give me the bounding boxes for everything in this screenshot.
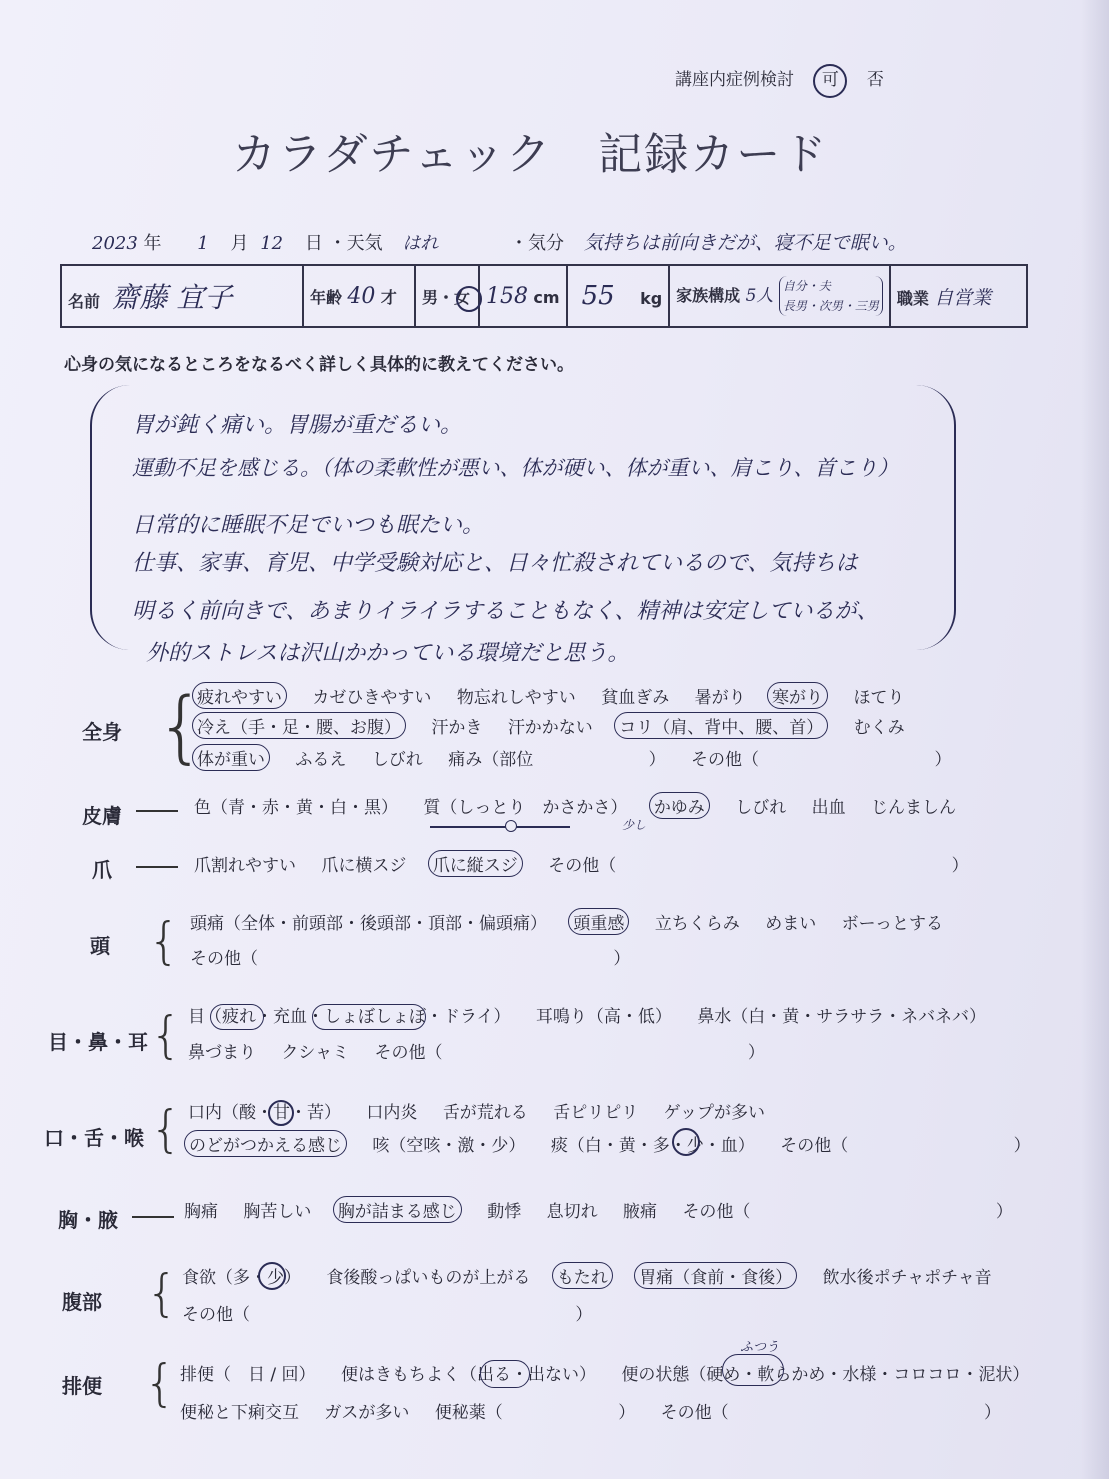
checked-circle <box>672 1128 700 1156</box>
section-tsume: 爪 <box>92 858 112 882</box>
checked-circle <box>480 1360 530 1388</box>
symptom: 耳鳴り（高・低） <box>535 1007 672 1027</box>
checked-circle <box>258 1262 286 1290</box>
weight-unit: kg <box>640 289 663 308</box>
symptom: 便の状態（硬め・軟らかめ・水様・コロコロ・泥状） <box>621 1365 1030 1385</box>
hifu-row-1 <box>194 792 976 819</box>
mune-row-1 <box>184 1196 1033 1223</box>
name-label: 名前 <box>68 292 101 311</box>
paren-close: ） <box>648 750 666 770</box>
family-detail-2: 長男・次男・三男 <box>782 299 879 313</box>
symptom: 咳（空咳・激・少） <box>372 1136 526 1156</box>
case-review-mark <box>675 64 884 98</box>
month-label: 月 <box>230 233 249 254</box>
symptom: 痰（白・黄・多・少・血） <box>550 1136 755 1156</box>
symptom-checked: もたれ <box>552 1262 613 1289</box>
checked-circle <box>210 1004 264 1030</box>
paren-close: ） <box>951 856 969 876</box>
concern-prompt: 心身の気になるところをなるべく詳しく具体的に教えてください。 <box>64 355 574 375</box>
symptom: 便秘と下痢交互 <box>180 1403 299 1423</box>
symptom-other: その他（ <box>548 856 617 876</box>
atama-row-2 <box>190 944 650 969</box>
family-cell <box>669 265 890 327</box>
fukubu-row-2 <box>182 1300 612 1325</box>
symptom-other: その他（ <box>190 949 258 969</box>
symptom: 物忘れしやすい <box>456 688 576 708</box>
symptom: しびれ <box>371 750 423 770</box>
month-value: 1 <box>197 233 209 254</box>
symptom: 飲水後ポチャポチャ音 <box>822 1268 992 1288</box>
symptom: 舌ピリピリ <box>553 1103 639 1123</box>
atama-row-1 <box>190 908 963 935</box>
date-weather-row <box>92 228 907 255</box>
section-zenshin: 全身 <box>82 720 122 744</box>
symptom-checked: 冷え（手・足・腰、お腹） <box>192 712 406 739</box>
symptom: 胸痛 <box>184 1202 218 1222</box>
stool-note: ふつう <box>740 1340 780 1355</box>
age-label: 年齢 <box>310 287 343 307</box>
symptom: 貧血ぎみ <box>601 688 670 708</box>
symptom: 出血 <box>811 798 846 818</box>
concern-line-1: 胃が鈍く痛い。胃腸が重だるい。 <box>132 413 463 438</box>
age-cell <box>303 265 415 327</box>
symptom: 目（疲れ・充血・しょぼしょぼ・ドライ） <box>188 1007 511 1027</box>
age-value: 40 <box>347 283 376 309</box>
family-detail-1: 自分・夫 <box>782 279 831 293</box>
family-label: 家族構成 <box>676 286 741 305</box>
paren-close: ） <box>984 1403 1002 1423</box>
weight-value: 55 <box>581 281 615 311</box>
checked-circle <box>312 1004 426 1030</box>
day-label: 日 <box>304 233 323 254</box>
symptom: 胸苦しい <box>243 1202 312 1222</box>
symptom: 便はきもちよく（出る・出ない） <box>340 1365 596 1385</box>
section-fukubu: 腹部 <box>62 1290 102 1314</box>
symptom: むくみ <box>853 718 905 738</box>
concern-line-6: 外的ストレスは沢山かかっている環境だと思う。 <box>146 641 630 666</box>
section-mehanamimi: 目・鼻・耳 <box>48 1030 148 1054</box>
itch-note: 少し <box>622 818 647 832</box>
brace-icon: { <box>150 1100 182 1158</box>
year-label: 年 <box>143 233 162 254</box>
checked-circle <box>268 1100 294 1126</box>
symptom-checked: のどがつかえる感じ <box>184 1130 347 1157</box>
symptom: 色（青・赤・黄・白・黒） <box>194 798 398 818</box>
symptom: 爪に横スジ <box>321 856 407 876</box>
kuchi-row-2 <box>188 1130 1051 1157</box>
symptom-checked: 体が重い <box>192 744 270 771</box>
paren-close: ） <box>747 1043 765 1063</box>
symptom: めまい <box>765 914 817 934</box>
brace-icon: { <box>144 1354 176 1412</box>
symptom: 動悸 <box>487 1202 522 1222</box>
dash-line <box>136 810 178 812</box>
day-value: 12 <box>260 233 284 254</box>
paren-close: ） <box>995 1202 1013 1222</box>
symptom: 汗かかない <box>507 718 593 738</box>
weather-value: はれ <box>402 233 439 254</box>
height-unit: cm <box>533 287 560 307</box>
section-hifu: 皮膚 <box>82 804 122 828</box>
symptom-other: その他（ <box>660 1403 729 1423</box>
symptom-other: その他（ <box>682 1202 751 1222</box>
symptom: 口内（酸・甘・苦） <box>188 1103 341 1123</box>
family-count: 5人 <box>745 286 774 306</box>
symptom: 汗かき <box>431 718 483 738</box>
section-atama: 頭 <box>90 934 110 958</box>
brace-icon: { <box>156 682 206 772</box>
symptom: 息切れ <box>546 1202 598 1222</box>
symptom: 爪割れやすい <box>194 856 296 876</box>
symptom-other: その他（ <box>374 1043 443 1063</box>
symptom-checked: 爪に縦スジ <box>428 850 523 877</box>
symptom: ほてり <box>853 688 905 708</box>
symptom-checked: 寒がり <box>767 682 828 709</box>
sex-selected-circle <box>456 286 482 312</box>
symptom: 舌が荒れる <box>442 1103 528 1123</box>
family-detail <box>779 276 883 316</box>
mehanamimi-row-2 <box>188 1038 785 1063</box>
texture-scale-marker <box>505 820 517 832</box>
paren-close: ） <box>1013 1136 1031 1156</box>
job-label: 職業 <box>896 288 929 308</box>
case-review-label: 講座内症例検討 <box>675 70 794 90</box>
weather-label: ・天気 <box>328 233 383 254</box>
section-kuchi: 口・舌・喉 <box>44 1126 144 1150</box>
symptom-checked: コリ（肩、背中、腰、首） <box>614 712 828 739</box>
symptom: クシャミ <box>281 1043 350 1063</box>
symptom: じんましん <box>871 798 957 818</box>
review-option-approve: 可 <box>813 64 847 98</box>
symptom-checked: 頭重感 <box>568 908 629 935</box>
symptom-checked: 胃痛（食前・食後） <box>634 1262 797 1289</box>
job-value: 自営業 <box>934 286 992 309</box>
symptom-other: その他（ <box>780 1136 849 1156</box>
symptom: ガスが多い <box>324 1403 410 1423</box>
symptom: 便秘薬（ <box>434 1403 503 1423</box>
dash-line <box>136 866 178 868</box>
brace-icon: { <box>150 1006 182 1064</box>
height-cell <box>479 265 567 327</box>
checked-circle <box>722 1354 784 1386</box>
age-unit: 才 <box>380 287 397 307</box>
symptom: 痛み（部位 <box>448 750 534 770</box>
texture-scale-line <box>430 826 570 828</box>
profile-table <box>60 264 1028 328</box>
haiben-row-1 <box>180 1360 1049 1385</box>
symptom: 頭痛（全体・前頭部・後頭部・頂部・偏頭痛） <box>190 914 547 934</box>
zenshin-row-3 <box>196 744 971 771</box>
symptom: 腋痛 <box>623 1202 658 1222</box>
sex-label: 男・女 <box>422 287 471 307</box>
concern-line-2: 運動不足を感じる。（体の柔軟性が悪い、体が硬い、体が重い、肩こり、首こり） <box>132 456 899 480</box>
symptom: 暑がり <box>694 688 746 708</box>
symptom-other: その他（ <box>691 750 760 770</box>
paren-close: ） <box>613 949 631 969</box>
section-mune: 胸・腋 <box>58 1208 118 1232</box>
symptom: ゲップが多い <box>663 1103 765 1123</box>
review-option-reject: 否 <box>866 70 884 90</box>
symptom: 排便（ 日 / 回） <box>180 1365 316 1385</box>
year-value: 2023 <box>92 233 138 254</box>
paren-close: ） <box>618 1403 636 1423</box>
zenshin-row-1 <box>196 682 924 709</box>
symptom-other: その他（ <box>182 1305 250 1325</box>
page-title: カラダチェック 記録カード <box>232 129 829 180</box>
paren-close: ） <box>575 1305 593 1325</box>
tsume-row-1 <box>194 850 989 877</box>
paren-close: ） <box>934 750 952 770</box>
symptom-checked: 胸が詰まる感じ <box>333 1196 462 1223</box>
symptom: ボーっとする <box>841 914 943 934</box>
symptom: 食欲（多・少） <box>182 1268 301 1288</box>
name-cell <box>61 265 303 327</box>
concern-line-3: 日常的に睡眠不足でいつも眠たい。 <box>132 513 485 538</box>
symptom: ふるえ <box>295 750 347 770</box>
haiben-row-2 <box>180 1398 1021 1423</box>
weight-cell <box>567 265 670 327</box>
symptom-checked: 疲れやすい <box>192 682 287 709</box>
symptom: 食後酸っぱいものが上がる <box>326 1268 531 1288</box>
mehanamimi-row-1 <box>188 1002 1006 1027</box>
brace-icon: { <box>146 1264 178 1322</box>
symptom: しびれ <box>735 798 787 818</box>
sex-cell <box>415 265 479 327</box>
dash-line <box>132 1216 174 1218</box>
fukubu-row-1 <box>182 1262 1012 1289</box>
concern-line-4: 仕事、家事、育児、中学受験対応と、日々忙殺されているので、気持ちは <box>132 551 858 576</box>
symptom: 立ちくらみ <box>654 914 740 934</box>
zenshin-row-2 <box>196 712 925 739</box>
symptom: 鼻づまり <box>188 1043 256 1063</box>
job-cell <box>890 265 1027 327</box>
concern-line-5: 明るく前向きで、あまりイライラすることもなく、精神は安定しているが、 <box>132 599 879 624</box>
brace-icon: { <box>148 912 180 970</box>
mood-value: 気持ちは前向きだが、寝不足で眠い。 <box>583 232 907 254</box>
symptom: 質（しっとり かさかさ） <box>423 798 628 818</box>
name-value: 齋藤 宜子 <box>111 281 233 314</box>
paper-edge-shadow <box>1081 0 1109 1479</box>
symptom: 口内炎 <box>366 1103 418 1123</box>
symptom: カゼひきやすい <box>312 688 432 708</box>
symptom: 鼻水（白・黄・サラサラ・ネバネバ） <box>697 1007 986 1027</box>
section-haiben: 排便 <box>62 1374 102 1398</box>
height-value: 158 <box>486 283 528 309</box>
symptom-checked: かゆみ <box>649 792 710 819</box>
mood-label: ・気分 <box>510 233 565 254</box>
